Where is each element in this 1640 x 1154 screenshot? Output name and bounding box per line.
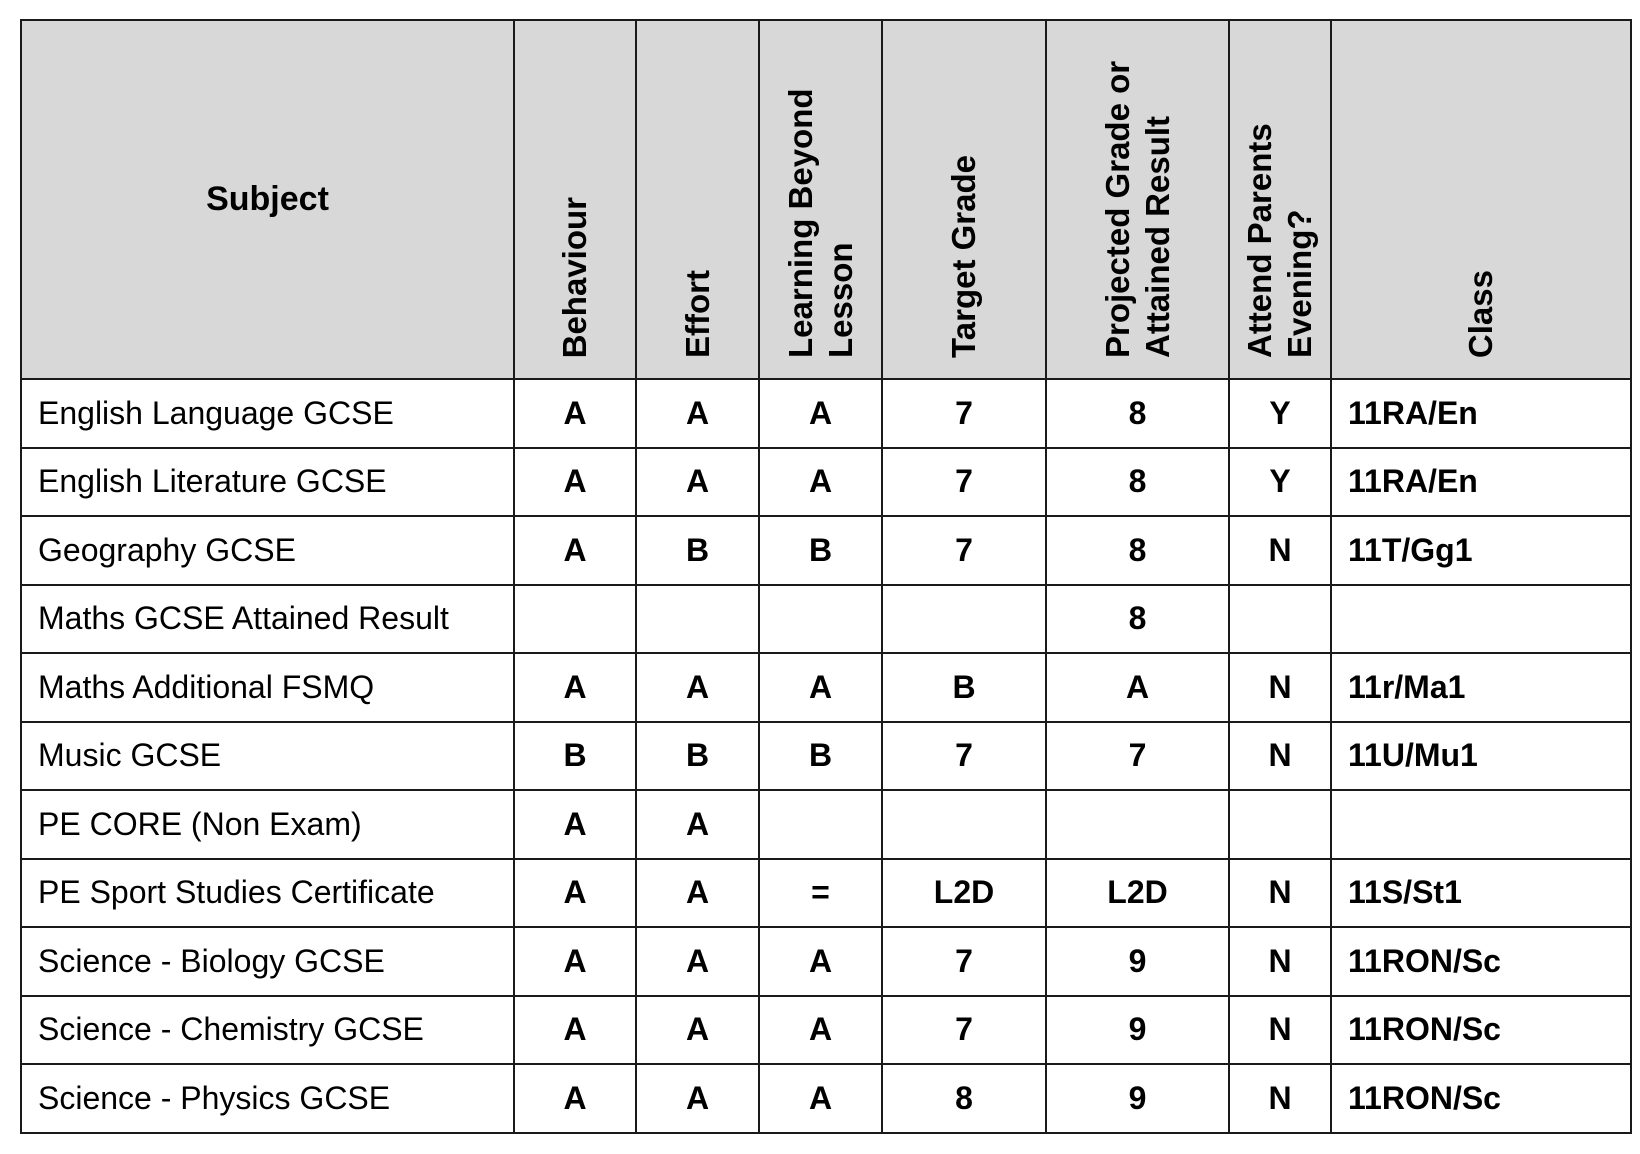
- cell-target-grade: B: [882, 653, 1046, 722]
- cell-attend-parents-evening: N: [1229, 516, 1331, 585]
- table-row: [21, 516, 1631, 585]
- cell-class: 11RON/Sc: [1331, 996, 1631, 1065]
- cell-effort: [636, 585, 759, 654]
- cell-behaviour: A: [514, 927, 636, 996]
- cell-attend-parents-evening: [1229, 790, 1331, 859]
- cell-learning-beyond-lesson: [759, 790, 882, 859]
- cell-learning-beyond-lesson: B: [759, 722, 882, 791]
- cell-subject: Maths GCSE Attained Result: [21, 585, 514, 654]
- cell-behaviour: A: [514, 790, 636, 859]
- cell-subject: English Literature GCSE: [21, 448, 514, 517]
- cell-subject: Science - Biology GCSE: [21, 927, 514, 996]
- header-class: [1331, 20, 1631, 379]
- header-row: [21, 20, 1631, 379]
- cell-subject: Music GCSE: [21, 722, 514, 791]
- cell-class: 11r/Ma1: [1331, 653, 1631, 722]
- table-row: [21, 859, 1631, 928]
- cell-subject: PE Sport Studies Certificate: [21, 859, 514, 928]
- table-row: [21, 996, 1631, 1065]
- cell-target-grade: 7: [882, 996, 1046, 1065]
- cell-class: 11U/Mu1: [1331, 722, 1631, 791]
- cell-target-grade: 7: [882, 927, 1046, 996]
- cell-attend-parents-evening: N: [1229, 859, 1331, 928]
- cell-class: 11RON/Sc: [1331, 1064, 1631, 1133]
- cell-class: 11RA/En: [1331, 379, 1631, 448]
- cell-effort: A: [636, 448, 759, 517]
- cell-projected-grade: 8: [1046, 585, 1229, 654]
- cell-effort: B: [636, 722, 759, 791]
- cell-effort: A: [636, 927, 759, 996]
- cell-subject: English Language GCSE: [21, 379, 514, 448]
- header-effort: [636, 20, 759, 379]
- cell-behaviour: A: [514, 996, 636, 1065]
- cell-projected-grade: 9: [1046, 996, 1229, 1065]
- cell-effort: A: [636, 653, 759, 722]
- cell-class: 11RON/Sc: [1331, 927, 1631, 996]
- cell-target-grade: 7: [882, 722, 1046, 791]
- cell-class: [1331, 790, 1631, 859]
- report-table: [20, 19, 1632, 1134]
- table-body: [21, 379, 1631, 1133]
- cell-effort: B: [636, 516, 759, 585]
- header-parents-label: Attend Parents Evening?: [1241, 123, 1318, 358]
- cell-attend-parents-evening: Y: [1229, 379, 1331, 448]
- header-behaviour-label: Behaviour: [556, 196, 593, 358]
- header-target-label: Target Grade: [945, 155, 982, 358]
- cell-projected-grade: 8: [1046, 516, 1229, 585]
- header-class-label: Class: [1462, 269, 1499, 358]
- table-row: [21, 1064, 1631, 1133]
- cell-attend-parents-evening: N: [1229, 996, 1331, 1065]
- cell-target-grade: [882, 585, 1046, 654]
- cell-target-grade: 7: [882, 516, 1046, 585]
- cell-projected-grade: L2D: [1046, 859, 1229, 928]
- cell-learning-beyond-lesson: A: [759, 448, 882, 517]
- cell-behaviour: [514, 585, 636, 654]
- cell-attend-parents-evening: N: [1229, 653, 1331, 722]
- table-row: [21, 790, 1631, 859]
- header-learning-label: Learning Beyond Lesson: [781, 88, 859, 358]
- cell-subject: Maths Additional FSMQ: [21, 653, 514, 722]
- table-row: [21, 722, 1631, 791]
- header-behaviour: [514, 20, 636, 379]
- table-row: [21, 379, 1631, 448]
- cell-class: 11RA/En: [1331, 448, 1631, 517]
- table-row: [21, 448, 1631, 517]
- cell-attend-parents-evening: N: [1229, 1064, 1331, 1133]
- cell-behaviour: A: [514, 653, 636, 722]
- header-effort-label: Effort: [678, 270, 716, 358]
- cell-class: 11T/Gg1: [1331, 516, 1631, 585]
- cell-projected-grade: 9: [1046, 1064, 1229, 1133]
- cell-attend-parents-evening: N: [1229, 722, 1331, 791]
- header-learning-beyond-lesson: [759, 20, 882, 379]
- cell-target-grade: L2D: [882, 859, 1046, 928]
- cell-effort: A: [636, 379, 759, 448]
- table-row: [21, 585, 1631, 654]
- cell-behaviour: A: [514, 379, 636, 448]
- cell-learning-beyond-lesson: =: [759, 859, 882, 928]
- cell-learning-beyond-lesson: A: [759, 379, 882, 448]
- cell-projected-grade: 8: [1046, 448, 1229, 517]
- cell-target-grade: 7: [882, 379, 1046, 448]
- cell-attend-parents-evening: N: [1229, 927, 1331, 996]
- cell-learning-beyond-lesson: A: [759, 653, 882, 722]
- header-projected-grade: [1046, 20, 1229, 379]
- cell-projected-grade: A: [1046, 653, 1229, 722]
- cell-effort: A: [636, 1064, 759, 1133]
- cell-attend-parents-evening: [1229, 585, 1331, 654]
- header-attend-parents-evening: [1229, 20, 1331, 379]
- cell-projected-grade: 8: [1046, 379, 1229, 448]
- cell-behaviour: B: [514, 722, 636, 791]
- cell-target-grade: [882, 790, 1046, 859]
- cell-learning-beyond-lesson: A: [759, 996, 882, 1065]
- cell-projected-grade: 9: [1046, 927, 1229, 996]
- table-row: [21, 653, 1631, 722]
- cell-learning-beyond-lesson: A: [759, 927, 882, 996]
- cell-behaviour: A: [514, 448, 636, 517]
- cell-learning-beyond-lesson: [759, 585, 882, 654]
- cell-effort: A: [636, 996, 759, 1065]
- cell-class: 11S/St1: [1331, 859, 1631, 928]
- cell-subject: Science - Chemistry GCSE: [21, 996, 514, 1065]
- cell-subject: Geography GCSE: [21, 516, 514, 585]
- cell-effort: A: [636, 859, 759, 928]
- cell-subject: PE CORE (Non Exam): [21, 790, 514, 859]
- header-subject: Subject: [21, 20, 514, 379]
- table-row: [21, 927, 1631, 996]
- cell-projected-grade: [1046, 790, 1229, 859]
- cell-target-grade: 7: [882, 448, 1046, 517]
- cell-subject: Science - Physics GCSE: [21, 1064, 514, 1133]
- cell-class: [1331, 585, 1631, 654]
- cell-projected-grade: 7: [1046, 722, 1229, 791]
- header-projected-label: Projected Grade or Attained Result: [1098, 60, 1176, 358]
- cell-target-grade: 8: [882, 1064, 1046, 1133]
- cell-behaviour: A: [514, 859, 636, 928]
- cell-behaviour: A: [514, 516, 636, 585]
- cell-attend-parents-evening: Y: [1229, 448, 1331, 517]
- cell-behaviour: A: [514, 1064, 636, 1133]
- cell-learning-beyond-lesson: B: [759, 516, 882, 585]
- cell-effort: A: [636, 790, 759, 859]
- cell-learning-beyond-lesson: A: [759, 1064, 882, 1133]
- header-target-grade: [882, 20, 1046, 379]
